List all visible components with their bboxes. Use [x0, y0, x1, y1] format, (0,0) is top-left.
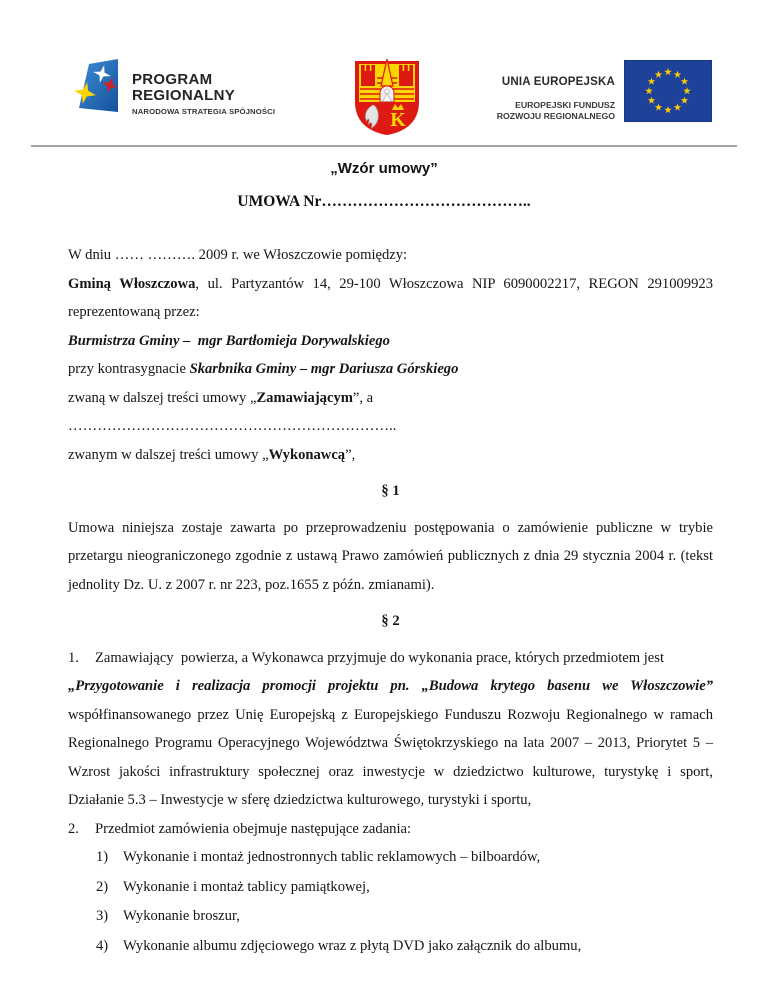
eu-fund-lines	[497, 100, 615, 122]
section-1-heading: § 1	[381, 483, 400, 499]
wloszczowa-coat-of-arms	[351, 58, 423, 138]
program-subtitle: NARODOWA STRATEGIA SPÓJNOŚCI	[132, 107, 276, 116]
document-body	[68, 241, 713, 960]
section-2-heading: § 2	[381, 613, 400, 629]
project-title: „Przygotowanie i realizacja promocji projektu pn. „Budowa krytego basenu we Włoszczowie”	[68, 678, 713, 694]
eu-logo-text	[497, 76, 615, 122]
eu-flag-icon	[624, 60, 712, 122]
task-text: Wykonanie albumu zdjęciowego wraz z płytą DVD jako załącznik do albumu,	[123, 937, 582, 954]
task-item	[96, 902, 713, 931]
task-item	[96, 843, 713, 872]
alias-b-term: Wykonawcą	[268, 446, 346, 463]
contract-number-line: UMOWA Nr…………………………………..	[237, 193, 531, 210]
eu-fund-line1: EUROPEJSKI FUNDUSZ	[515, 100, 615, 110]
task-number: 2)	[96, 878, 109, 895]
eu-fund-line2: ROZWOJU REGIONALNEGO	[496, 111, 615, 121]
countersign-line	[68, 355, 713, 384]
section-2-point-2	[68, 815, 713, 844]
party-a-name: Gminą Włoszczowa	[68, 275, 196, 292]
alias-b-prefix: zwanym w dalszej treści umowy „	[68, 446, 269, 463]
task-number: 1)	[96, 849, 109, 865]
document-title: „Wzór umowy”	[330, 160, 438, 177]
alias-a-term: Zamawiającym	[256, 389, 353, 406]
task-item	[96, 873, 713, 902]
party-a-details: , ul. Partyzantów 14, 29-100 Włoszczowa NIP 6090002217, REGON 291009923 reprezentowaną przez:	[68, 275, 713, 320]
point-2-number: 2.	[68, 820, 79, 837]
alias-b-line	[68, 441, 713, 470]
document-header	[0, 0, 768, 138]
task-text: Wykonanie i montaż tablicy pamiątkowej,	[123, 878, 370, 895]
task-number: 3)	[96, 908, 109, 924]
eu-logo	[497, 57, 712, 122]
nss-flag-icon	[73, 57, 123, 119]
project-paragraph	[68, 672, 713, 815]
crest-letter: K	[390, 109, 406, 131]
alias-a-line	[68, 384, 713, 413]
point-2-text: Przedmiot zamówienia obejmuje następujące zadania:	[95, 820, 412, 837]
treasurer-name: Skarbnika Gminy – mgr Dariusza Górskiego	[189, 361, 459, 377]
project-description: współfinansowanego przez Unię Europejską z Europejskiego Funduszu Rozwoju Regionalnego w ramach Regionalnego Programu Operacyjnego Województwa Świętokrzyskiego na lata 2007 – 2013, Priorytet 5 – Wzrost jakości infrastruktury społecznej oraz inwestycje w dziedzictwo kulturowe, turystykę i sport, Działanie 5.3 – Inwestycje w sferę dziedzictwa kulturowego, turystyki i sportu,	[68, 706, 713, 808]
program-title-line1: PROGRAM	[132, 71, 213, 88]
task-number: 4)	[96, 937, 109, 954]
mayor-line: Burmistrza Gminy – mgr Bartłomieja Dorywalskiego	[68, 332, 390, 349]
contractor-blank-line: …………………………………………………………..	[68, 418, 397, 434]
alias-b-suffix: ”,	[345, 446, 356, 463]
program-regionalny-text	[132, 72, 275, 119]
party-a-paragraph	[68, 270, 713, 327]
task-text: Wykonanie i montaż jednostronnych tablic reklamowych – bilboardów,	[123, 849, 541, 865]
point-1-text: Zamawiający powierza, a Wykonawca przyjmuje do wykonania prace, których przedmiotem jest	[95, 649, 664, 666]
section-2-point-1	[68, 644, 713, 673]
countersign-prefix: przy kontrasygnacie	[68, 361, 190, 377]
eu-title: UNIA EUROPEJSKA	[501, 76, 615, 88]
task-text: Wykonanie broszur,	[123, 908, 240, 924]
intro-date-line: W dniu …… ………. 2009 r. we Włoszczowie pomiędzy:	[68, 247, 408, 263]
program-title-line2: REGIONALNY	[132, 87, 236, 104]
section-1-paragraph: Umowa niniejsza zostaje zawarta po przeprowadzeniu postępowania o zamówienie publiczne w trybie przetargu nieograniczonego zgodnie z ustawą Prawo zamówień publicznych z dnia 29 stycznia 2004 r. (tekst jednolity Dz. U. z 2007 r. nr 223, poz.1655 z późn. zmianami).	[68, 519, 713, 593]
task-item	[96, 932, 713, 961]
header-divider	[31, 145, 737, 147]
alias-a-suffix: ”, a	[352, 389, 374, 406]
point-1-number: 1.	[68, 649, 79, 666]
program-regionalny-logo	[73, 57, 341, 119]
alias-a-prefix: zwaną w dalszej treści umowy „	[68, 389, 257, 406]
